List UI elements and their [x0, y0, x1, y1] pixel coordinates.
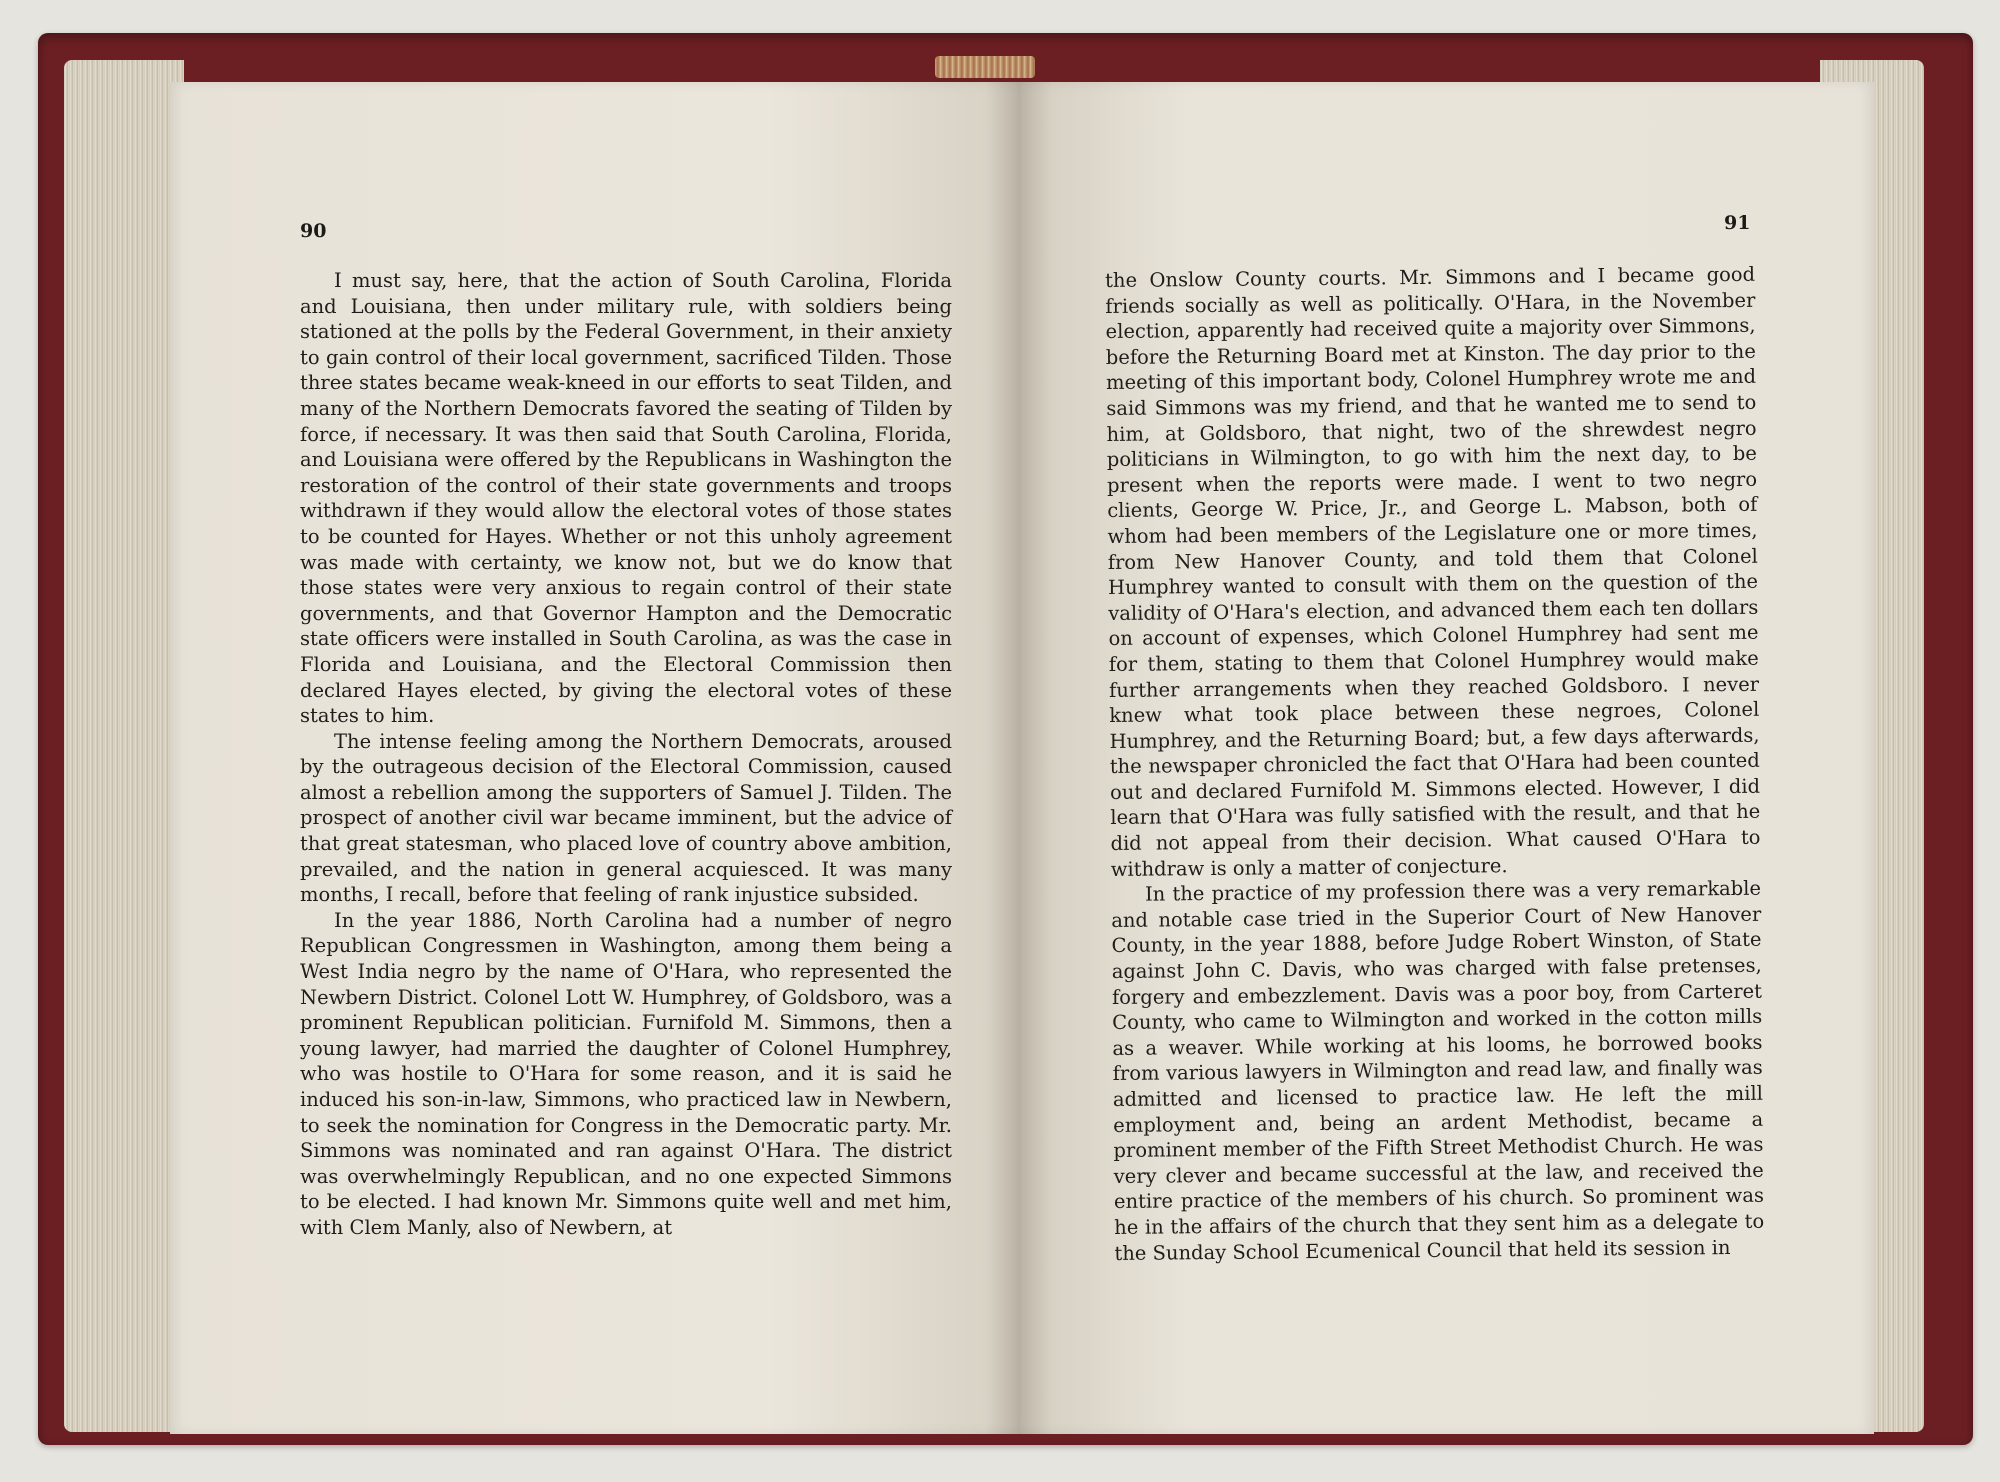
left-page-number: 90 — [300, 220, 327, 242]
right-page-body — [1105, 262, 1765, 1266]
left-page-edges — [64, 60, 184, 1432]
paragraph: In the practice of my profession there was a very remarkable and notable case tried in the Superior Court of New Hanover County, in the year 1888, before Judge Robert Winston, of State against John C. Davis, who was charged with false pretenses, forgery and embezzlement. Davis was a poor boy, from Carteret County, who came to Wilmington and worked in the cotton mills as a weaver. While working at his looms, he borrowed books from various lawyers in Wilmington and read law, and finally was admitted and licensed to practice law. He left the mill employment and, being an ardent Methodist, became a prominent member of the Fifth Street Methodist Church. He was very clever and became successful at the law, and received the entire practice of the members of his church. So prominent was he in the affairs of the church that they sent him as a delegate to the Sunday School Ecumenical Council that held its session in — [1111, 876, 1765, 1265]
left-page-body — [300, 268, 952, 1241]
right-page-number: 91 — [1724, 212, 1751, 234]
paragraph: the Onslow County courts. Mr. Simmons and I became good friends socially as well as politically. O'Hara, in the November election, apparently had received quite a majority over Simmons, before the Returning Board met at Kinston. The day prior to the meeting of this important body, Colonel Humphrey wrote me and said Simmons was my friend, and that he wanted me to send to him, at Goldsboro, that night, two of the shrewdest negro politicians in Wilmington, to go with him the next day, to be present when the reports were made. I went to two negro clients, George W. Price, Jr., and George L. Mabson, both of whom had been members of the Legislature one or more times, from New Hanover County, and told them that Colonel Humphrey wanted to consult with them on the question of the validity of O'Hara's election, and advanced them each ten dollars on account of expenses, which Colonel Humphrey had sent me for them, stating to them that Colonel Humphrey would make further arrangements when they reached Goldsboro. I never knew what took place between these negroes, Colonel Humphrey, and the Returning Board; but, a few days afterwards, the newspaper chronicled the fact that O'Hara had been counted out and declared Furnifold M. Simmons elected. However, I did learn that O'Hara was fully satisfied with the result, and that he did not appeal from their decision. What caused O'Hara to withdraw is only a matter of conjecture. — [1105, 262, 1761, 881]
paragraph: The intense feeling among the Northern Democrats, aroused by the outrageous decision of the Electoral Commission, caused almost a rebellion among the supporters of Samuel J. Tilden. The prospect of another civil war became imminent, but the advice of that great statesman, who placed love of country above ambition, prevailed, and the nation in general acquiesced. It was many months, I recall, before that feeling of rank injustice subsided. — [300, 729, 952, 907]
paragraph: I must say, here, that the action of South Carolina, Florida and Louisiana, then under military rule, with soldiers being stationed at the polls by the Federal Government, in their anxiety to gain control of their local government, sacrificed Tilden. Those three states became weak-kneed in our efforts to seat Tilden, and many of the Northern Democrats favored the seating of Tilden by force, if necessary. It was then said that South Carolina, Florida, and Louisiana were offered by the Republicans in Washington the restoration of the control of their state governments and troops withdrawn if they would allow the electoral votes of those states to be counted for Hayes. Whether or not this unholy agreement was made with certainty, we know not, but we do know that those states were very anxious to regain control of their state governments, and that Governor Hampton and the Democratic state officers were installed in South Carolina, as was the case in Florida and Louisiana, and the Electoral Commission then declared Hayes elected, by giving the electoral votes of these states to him. — [300, 269, 952, 728]
paragraph: In the year 1886, North Carolina had a number of negro Republican Congressmen in Washington, among them being a West India negro by the name of O'Hara, who represented the Newbern District. Colonel Lott W. Humphrey, of Goldsboro, was a prominent Republican politician. Furnifold M. Simmons, then a young lawyer, had married the daughter of Colonel Humphrey, who was hostile to O'Hara for some reason, and it is said he induced his son-in-law, Simmons, who practiced law in Newbern, to seek the nomination for Congress in the Democratic party. Mr. Simmons was nominated and ran against O'Hara. The district was overwhelmingly Republican, and no one expected Simmons to be elected. I had known Mr. Simmons quite well and met him, with Clem Manly, also of Newbern, at — [300, 908, 952, 1239]
book-headband — [935, 56, 1035, 78]
